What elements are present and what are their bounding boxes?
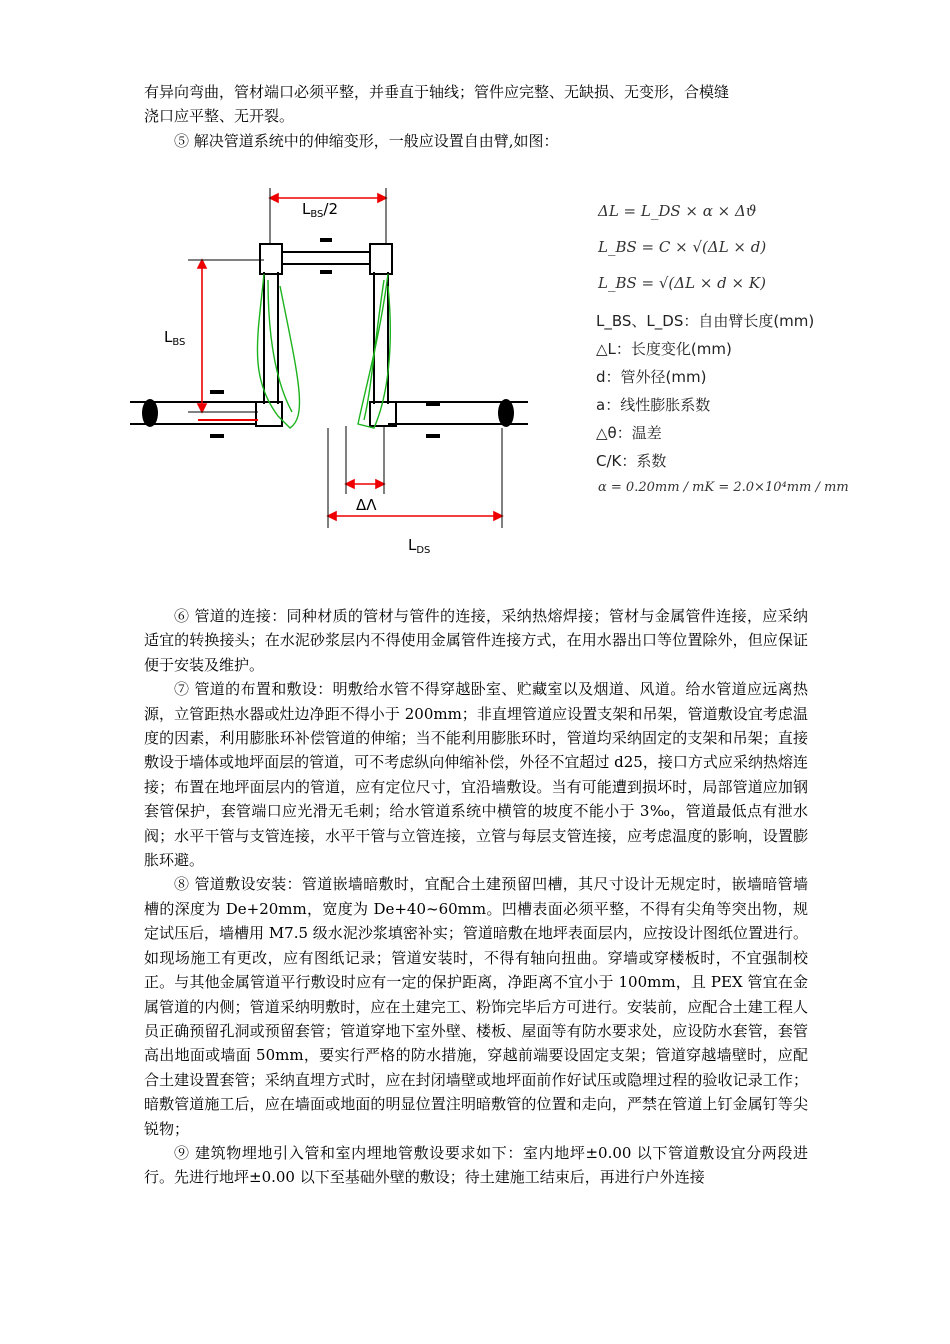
label-lbs: $L_{BS}$ xyxy=(164,328,186,348)
dimension-lines xyxy=(198,194,502,520)
legend-free-arm: L_BS、L_DS：自由臂长度(mm) xyxy=(596,312,815,330)
formula-1: ΔL = L_DS × α × Δϑ xyxy=(598,202,757,220)
paragraph-6: ⑥ 管道的连接：同种材质的管材与管件的连接，采纳热熔焊接；管材与金属管件连接，应采纳适宜的转换接头；在水泥砂浆层内不得使用金属管件连接方式，在用水器出口等位置除外，但应保证便于安装及维护。 xyxy=(144,607,808,674)
formula-alpha: α = 0.20mm / mK = 2.0×10⁴mm / mm xyxy=(598,480,849,495)
extension-lines xyxy=(188,188,502,528)
legend-length-change: △L：长度变化(mm) xyxy=(596,340,732,358)
right-pipe-cap-icon xyxy=(498,399,514,427)
item-5-heading: ⑤ 解决管道系统中的伸缩变形，一般应设置自由臂,如图： xyxy=(174,131,559,150)
left-vertical-pipe xyxy=(256,244,282,426)
support-mark xyxy=(426,434,440,438)
left-pipe-cap-icon xyxy=(142,399,158,427)
intro-line-1: 有异向弯曲，管材端口必须平整，并垂直于轴线；管件应完整、无缺损、无变形，合模缝 xyxy=(144,83,730,101)
support-mark xyxy=(210,390,224,394)
legend-coefficient: C/K：系数 xyxy=(596,452,667,470)
left-horizontal-pipe xyxy=(130,399,256,427)
legend-diameter: d：管外径(mm) xyxy=(596,368,707,386)
paragraph-9: ⑨ 建筑物埋地引入管和室内埋地管敷设要求如下：室内地坪±0.00 以下管道敷设宜分两段进行。先进行地坪±0.00 以下至基础外壁的敷设；待土建施工结束后，再进行户外连接 xyxy=(144,1143,808,1187)
label-lds: $L_{DS}$ xyxy=(408,536,431,556)
intro-line-2: 浇口应平整、无开裂。 xyxy=(144,107,295,126)
paragraph-7: ⑦ 管道的布置和敷设：明敷给水管不得穿越卧室、贮藏室以及烟道、风道。给水管道应远离热源，立管距热水器或灶边净距不得小于 200mm；非直埋管道应设置支架和吊架，管道敷设宜考虑温度的因素，利用膨胀环补偿管道的伸缩；当不能利用膨胀环时，管道均采纳固定的支架和吊架；直接敷设于墙体或地坪面层的管道，可不考虑纵向伸缩补偿，外径不宜超过 d25，接口方式应采纳热熔连接；布置在地坪面层内的管道，应有定位尺寸，宜沿墙敷设。当有可能遭到损坏时，局部管道应加钢套管保护，套管端口应光滑无毛刺；给水管道系统中横管的坡度不能小于 3‰，管道最低点有泄水阀；水平干管与支管连接，水平干管与立管连接，立管与每层支管连接，应考虑温度的影响，设置膨胀环避。 xyxy=(144,680,808,870)
right-horizontal-pipe xyxy=(388,399,528,427)
formula-3: L_BS = √(ΔL × d × K) xyxy=(598,274,766,292)
body-text xyxy=(144,604,808,1190)
legend-temperature: △θ：温差 xyxy=(596,424,662,442)
paragraph-8: ⑧ 管道敷设安装：管道嵌墙暗敷时，宜配合土建预留凹槽，其尺寸设计无规定时，嵌墙暗管墙槽的深度为 De+20mm，宽度为 De+40~60mm。凹槽表面必须平整，不得有尖角等突出物，规定试压后，墙槽用 M7.5 级水泥沙浆填密补实；管道暗敷在地坪表面层内，应按设计图纸位置进行。如现场施工有更改，应有图纸记录；管道安装时，不得有轴向扭曲。穿墙或穿楼板时，不宜强制校正。与其他金属管道平行敷设时应有一定的保护距离，净距离不宜小于 100mm，且 PEX 管宜在金属管道的内侧；管道采纳明敷时，应在土建完工、粉饰完毕后方可进行。安装前，应配合土建工程人员正确预留孔洞或预留套管；管道穿地下室外壁、楼板、屋面等有防水要求处，应设防水套管，套管高出地面或墙面 50mm，要实行严格的防水措施，穿越前端要设固定支架；管道穿越墙壁时，应配合土建设置套管；采纳直埋方式时，应在封闭墙壁或地坪面前作好试压或隐埋过程的验收记录工作；暗敷管道施工后，应在墙面或地面的明显位置注明暗敷管的位置和走向，严禁在管道上钉金属钉等尖锐物； xyxy=(144,875,808,1138)
top-horizontal-pipe xyxy=(282,238,370,274)
label-delta: ΔΛ xyxy=(356,496,377,514)
formula-2: L_BS = C × √(ΔL × d) xyxy=(598,238,767,256)
free-arm-diagram xyxy=(118,176,838,576)
legend-expansion: a：线性膨胀系数 xyxy=(596,396,711,414)
support-mark xyxy=(210,434,224,438)
support-mark xyxy=(426,402,440,406)
intro-text xyxy=(144,80,808,153)
label-lbs-half: $L_{BS}/2$ xyxy=(302,200,339,220)
pipe-expansion-figure xyxy=(118,176,548,576)
